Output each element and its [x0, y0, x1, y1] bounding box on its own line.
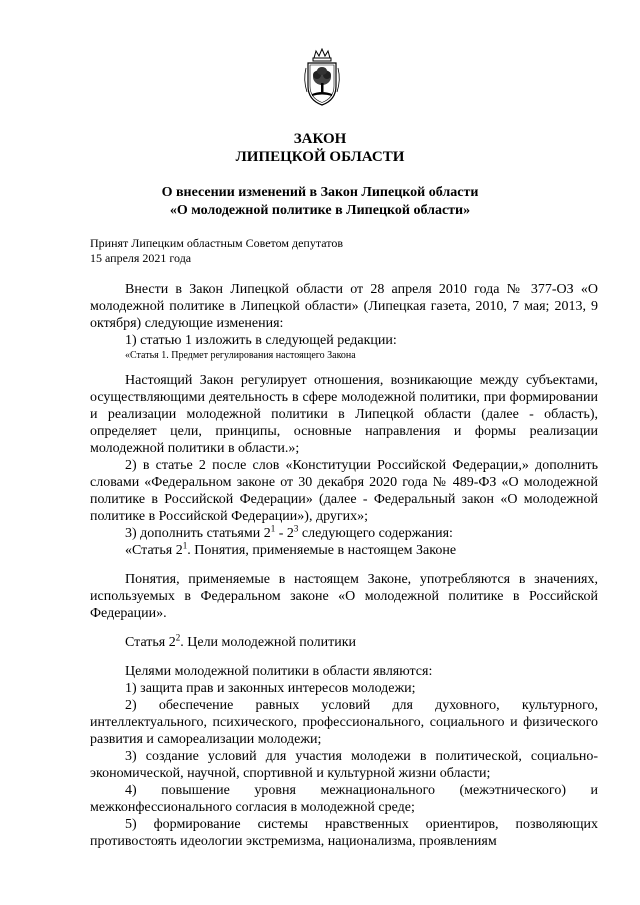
law-subtitle-line1: О внесении изменений в Закон Липецкой области: [161, 185, 479, 200]
coat-of-arms-emblem: [302, 48, 342, 108]
paragraph-goal-2: 2) обеспечение равных условий для духовного, культурного, интеллектуального, психического, профессионального, социального и физического развития и самореализации молодежи;: [90, 698, 598, 747]
adoption-info-line2: 15 апреля 2021 года: [90, 251, 192, 265]
paragraph-article-2-1-text: Понятия, применяемые в настоящем Законе, употребляются в значениях, используемых в Федеральном законе «О молодежной политике в Российской Федерации».: [90, 572, 598, 621]
paragraph-article-2-1-heading: «Статья $2^1$. Понятия, применяемые в настоящем Законе: [125, 540, 457, 558]
paragraph-goal-3: 3) создание условий для участия молодежи в политической, социально-экономической, научной, спортивной и культурной жизни области;: [90, 749, 598, 781]
law-body: [90, 281, 598, 850]
paragraph-article-2-2-heading: Статья $2^2$. Цели молодежной политики: [125, 632, 356, 650]
paragraph-item-3: 3) дополнить статьями $2^1 - 2^3$ следующего содержания:: [125, 523, 453, 541]
law-subtitle-line2: «О молодежной политике в Липецкой области»: [169, 203, 471, 218]
paragraph-goal-4: 4) повышение уровня межнационального (межэтнического) и межконфессионального согласия в молодежной среде;: [90, 783, 598, 815]
paragraph-item-2: 2) в статье 2 после слов «Конституции Российской Федерации,» дополнить словами «Федеральном законе от 30 декабря 2020 года № 489-ФЗ «О молодежной политике в Российской Федерации» (далее - Федеральный закон «О молодежной политике в Российской Федерации»), других»;: [90, 458, 598, 524]
law-title: [0, 130, 640, 166]
paragraph-goal-1: 1) защита прав и законных интересов молодежи;: [125, 681, 416, 696]
paragraph-item-1: 1) статью 1 изложить в следующей редакции:: [125, 333, 397, 348]
paragraph-goal-5: 5) формирование системы нравственных ориентиров, позволяющих противостоять идеологии экстремизма, национализма, проявлениям: [90, 817, 598, 849]
law-title-line1: ЗАКОН: [293, 131, 347, 147]
adoption-info-line1: Принят Липецким областным Советом депутатов: [90, 236, 344, 250]
paragraph-amendments-intro: Внести в Закон Липецкой области от 28 апреля 2010 года № 377-ОЗ «О молодежной политике в Липецкой области» (Липецкая газета, 2010, 7 мая; 2013, 9 октября) следующие изменения:: [90, 282, 598, 331]
paragraph-article-1-heading: «Статья 1. Предмет регулирования настоящего Закона: [125, 350, 356, 361]
adoption-info: [90, 236, 343, 266]
law-subtitle: [0, 184, 640, 220]
paragraph-article-1-text: Настоящий Закон регулирует отношения, возникающие между субъектами, осуществляющими деятельность в сфере молодежной политики, при формировании и реализации молодежной политики в Липецкой области (далее - область), определяет цели, принципы, основные направления и формы реализации молодежной политики в области.»;: [90, 373, 598, 456]
law-title-line2: ЛИПЕЦКОЙ ОБЛАСТИ: [235, 149, 405, 165]
paragraph-goals-intro: Целями молодежной политики в области являются:: [125, 664, 433, 679]
